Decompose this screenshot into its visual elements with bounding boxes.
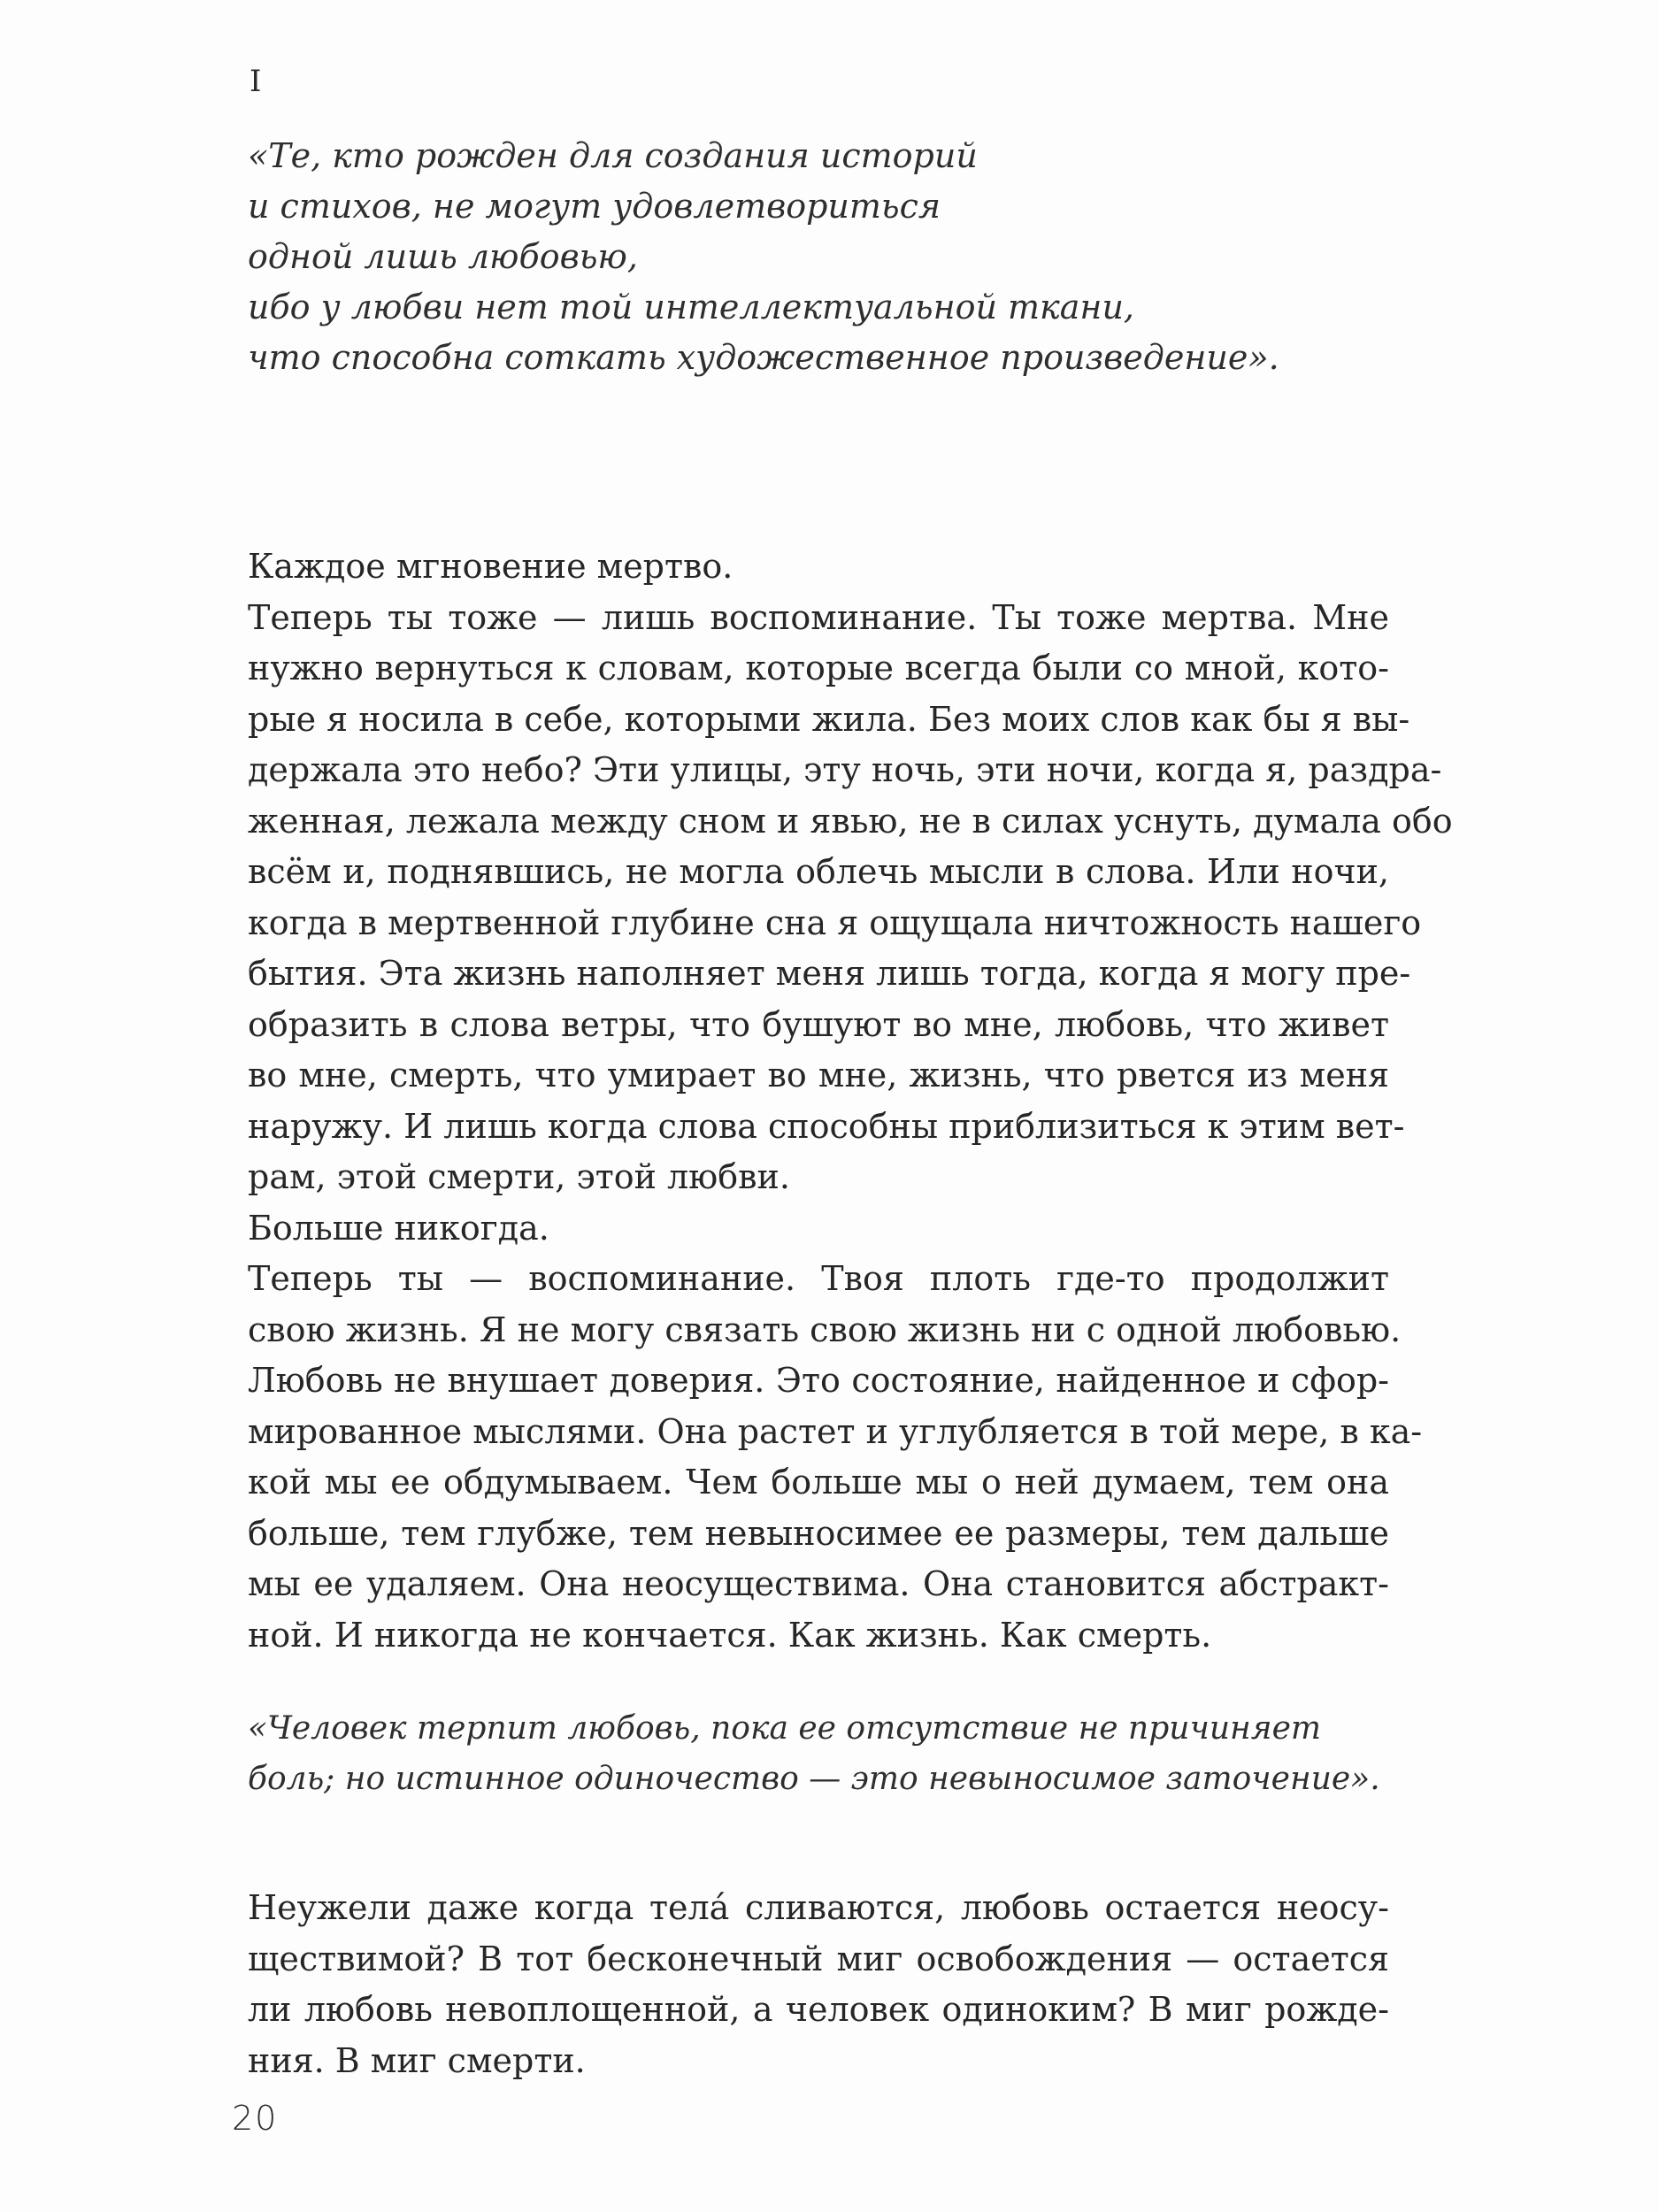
paragraph-first-line: Каждое мгновение мертво.	[248, 547, 733, 586]
chapter-number: I	[250, 64, 262, 99]
text-line: свою жизнь. Я не могу связать свою жизнь ни с одной любовью.	[248, 1310, 1402, 1349]
text-line: Любовь не внушает доверия. Это состояние, найденное и сфор-	[248, 1361, 1389, 1400]
text-line: всём и, поднявшись, не могла облечь мысли в слова. Или ночи,	[248, 852, 1389, 891]
text-line: кой мы ее обдумываем. Чем больше мы о ней думаем, тем она	[248, 1463, 1389, 1502]
quote-line: боль; но истинное одиночество — это невыносимое заточение».	[248, 1761, 1380, 1797]
paragraph-last-line: рам, этой смерти, этой любви.	[248, 1157, 790, 1196]
paragraph-first-line: Теперь ты — воспоминание. Твоя плоть где-то продолжит	[248, 1259, 1389, 1298]
epigraph-line: ибо у любви нет той интеллектуальной ткани,	[248, 288, 1134, 326]
text-line: рые я носила в себе, которыми жила. Без моих слов как бы я вы-	[248, 699, 1410, 739]
body-text-block	[248, 1883, 1389, 2086]
epigraph-line: и стихов, не могут удовлетвориться	[248, 187, 941, 226]
text-line: образить в слова ветры, что бушуют во мне, любовь, что живет	[248, 1004, 1389, 1044]
epigraph-quote	[248, 131, 1398, 383]
epigraph-line: одной лишь любовью,	[248, 237, 638, 276]
text-line: ли любовь невоплощенной, а человек одиноким? В миг рожде-	[248, 1990, 1389, 2029]
text-line: ществимой? В тот бесконечный миг освобождения — остается	[248, 1939, 1389, 1978]
text-line: наружу. И лишь когда слова способны приблизиться к этим вет-	[248, 1106, 1405, 1146]
text-line: мы ее удаляем. Она неосуществима. Она становится абстракт-	[248, 1564, 1389, 1603]
text-line: во мне, смерть, что умирает во мне, жизнь, что рвется из меня	[248, 1056, 1389, 1094]
body-text-block	[248, 541, 1453, 1661]
text-line: бытия. Эта жизнь наполняет меня лишь тогда, когда я могу пре-	[248, 954, 1411, 993]
quote-line: «Человек терпит любовь, пока ее отсутствие не причиняет	[248, 1710, 1322, 1747]
paragraph-first-line: Теперь ты тоже — лишь воспоминание. Ты тоже мертва. Мне	[248, 597, 1389, 637]
paragraph-last-line: ной. И никогда не кончается. Как жизнь. Как смерть.	[248, 1615, 1212, 1655]
page-number: 20	[232, 2099, 279, 2138]
epigraph-line: что способна соткать художественное произведение».	[248, 338, 1279, 377]
paragraph-first-line: Неужели даже когда телá сливаются, любовь остается неосу-	[248, 1888, 1389, 1927]
text-line: держала это небо? Эти улицы, эту ночь, эти ночи, когда я, раздра-	[248, 750, 1442, 789]
paragraph-last-line: ния. В миг смерти.	[248, 2040, 586, 2080]
inline-quote	[248, 1703, 1398, 1804]
text-line: мированное мыслями. Она растет и углубляется в той мере, в ка-	[248, 1411, 1423, 1451]
text-line: женная, лежала между сном и явью, не в силах уснуть, думала обо	[248, 801, 1453, 841]
paragraph-first-line: Больше никогда.	[248, 1208, 549, 1248]
text-line: нужно вернуться к словам, которые всегда были со мной, кото-	[248, 649, 1389, 687]
epigraph-line: «Те, кто рожден для создания историй	[248, 136, 978, 175]
text-line: больше, тем глубже, тем невыносимее ее размеры, тем дальше	[248, 1513, 1389, 1553]
text-line: когда в мертвенной глубине сна я ощущала ничтожность нашего	[248, 902, 1422, 942]
